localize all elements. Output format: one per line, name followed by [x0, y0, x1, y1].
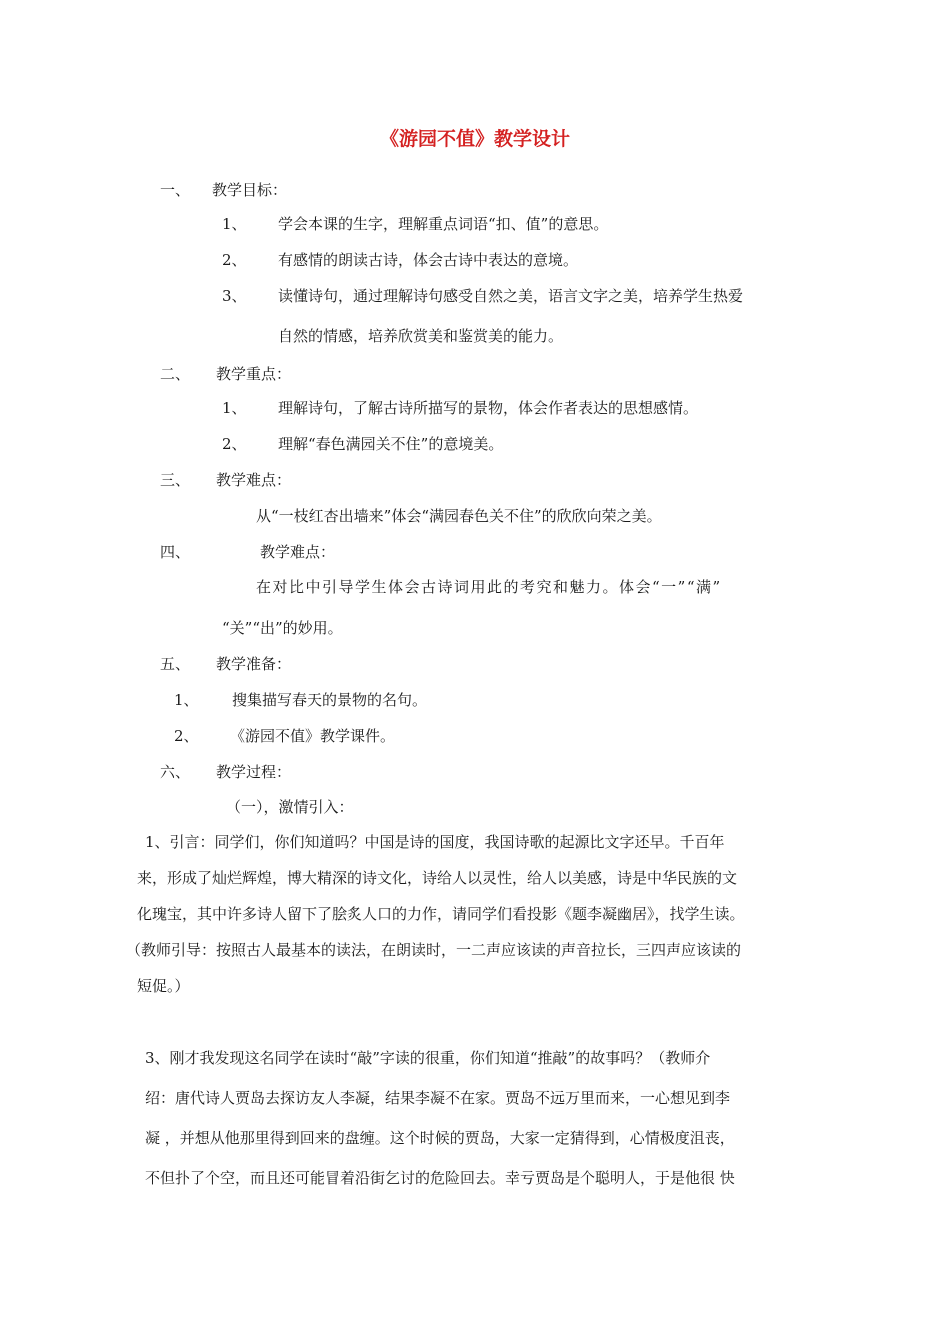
section-2-item-2-text: 理解“春色满园关不住”的意境美。	[278, 435, 504, 453]
section-3-heading: 教学难点：	[216, 471, 292, 489]
paragraph-2-line-2: 绍：唐代诗人贾岛去探访友人李凝，结果李凝不在家。贾岛不远万里而来，一心想见到李	[145, 1089, 731, 1107]
section-1-heading: 教学目标：	[212, 181, 288, 199]
section-6-subheading: （一），激情引入：	[226, 798, 354, 816]
section-1-number: 一、	[160, 181, 191, 199]
section-5-heading: 教学准备：	[216, 655, 292, 673]
paragraph-1-line-3: 化瑰宝，其中许多诗人留下了脍炙人口的力作，请同学们看投影《题李凝幽居》，找学生读。	[137, 905, 745, 923]
paragraph-2-line-3: 凝 ，并想从他那里得到回来的盘缠。这个时候的贾岛，大家一定猜得到，心情极度沮丧，	[145, 1129, 735, 1147]
section-1-item-1-text: 学会本课的生字，理解重点词语“扣、值”的意思。	[278, 215, 609, 233]
section-5-number: 五、	[160, 655, 191, 673]
section-5-item-2-number: 2、	[174, 727, 199, 745]
section-5-item-2-text: 《游园不值》教学课件。	[230, 727, 396, 745]
section-4-number: 四、	[160, 543, 191, 561]
section-2-item-1-number: 1、	[222, 399, 247, 417]
paragraph-2-line-1: 3、刚才我发现这名同学在读时“敲”字读的很重，你们知道“推敲”的故事吗？（教师介	[145, 1049, 711, 1067]
paragraph-2-line-4: 不但扑了个空，而且还可能冒着沿街乞讨的危险回去。幸亏贾岛是个聪明人，于是他很 快	[145, 1169, 735, 1187]
section-2-heading: 教学重点：	[216, 365, 292, 383]
section-4-text-line-2: “关”“出”的妙用。	[222, 619, 343, 637]
section-1-item-2-text: 有感情的朗读古诗，体会古诗中表达的意境。	[278, 251, 579, 269]
section-3-text: 从“一枝红杏出墙来”体会“满园春色关不住”的欣欣向荣之美。	[256, 507, 662, 525]
section-4-text-line-1: 在对比中引导学生体会古诗词用此的考究和魅力。体会“一”“满”	[256, 578, 722, 596]
section-1-item-3-number: 3、	[222, 287, 247, 305]
section-2-number: 二、	[160, 365, 191, 383]
section-4-heading: 教学难点：	[260, 543, 336, 561]
section-1-item-1-number: 1、	[222, 215, 247, 233]
paragraph-1-line-2: 来，形成了灿烂辉煌，博大精深的诗文化，诗给人以灵性，给人以美感，诗是中华民族的文	[137, 869, 738, 887]
section-1-item-2-number: 2、	[222, 251, 247, 269]
section-6-heading: 教学过程：	[216, 763, 292, 781]
document-title: 《游园不值》教学设计	[379, 128, 570, 150]
section-6-number: 六、	[160, 763, 191, 781]
section-5-item-1-number: 1、	[174, 691, 199, 709]
section-5-item-1-text: 搜集描写春天的景物的名句。	[232, 691, 428, 709]
paragraph-1-line-1: 1、引言：同学们，你们知道吗？中国是诗的国度，我国诗歌的起源比文字还早。千百年	[145, 833, 725, 851]
section-2-item-2-number: 2、	[222, 435, 247, 453]
paragraph-1-line-4: （教师引导：按照古人最基本的读法，在朗读时，一二声应该读的声音拉长，三四声应该读的	[126, 941, 742, 959]
section-1-item-3-text-cont: 自然的情感，培养欣赏美和鉴赏美的能力。	[278, 327, 564, 345]
section-1-item-3-text: 读懂诗句，通过理解诗句感受自然之美，语言文字之美，培养学生热爱	[278, 287, 744, 305]
section-2-item-1-text: 理解诗句，了解古诗所描写的景物，体会作者表达的思想感情。	[278, 399, 699, 417]
paragraph-1-line-5: 短促。）	[137, 977, 190, 995]
section-3-number: 三、	[160, 471, 191, 489]
